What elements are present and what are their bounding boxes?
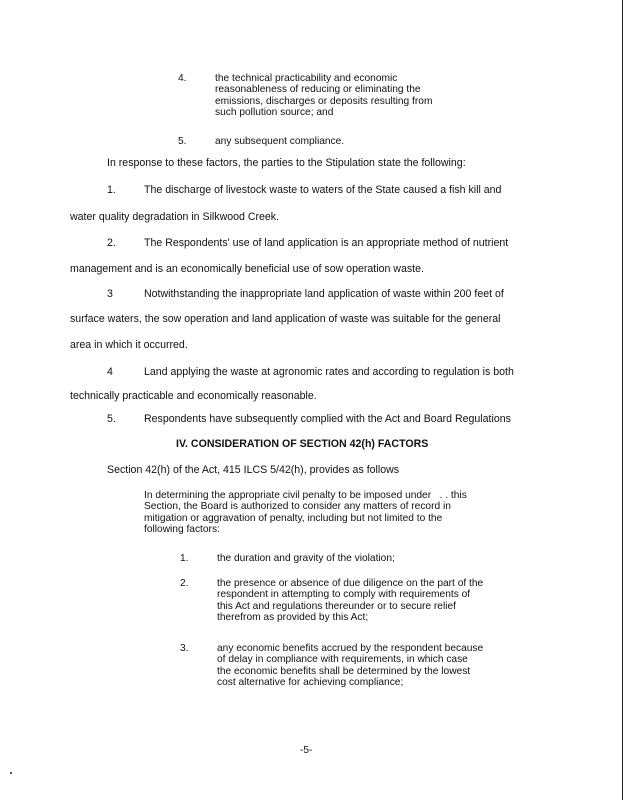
finding-continuation: management and is an economically beneficial use of sow operation waste.: [70, 263, 424, 275]
finding-number: 4: [107, 366, 113, 378]
factor-text: the duration and gravity of the violation;: [217, 553, 395, 564]
intro-paragraph: In response to these factors, the parties to the Stipulation state the following:: [107, 157, 466, 169]
top-list-item-number: 5.: [178, 136, 187, 147]
section-heading: IV. CONSIDERATION OF SECTION 42(h) FACTORS: [176, 438, 429, 450]
finding-first-line: Respondents have subsequently complied with the Act and Board Regulations: [144, 413, 511, 425]
scan-speck: [10, 772, 12, 774]
factor-number: 3.: [180, 643, 189, 654]
finding-first-line: Notwithstanding the inappropriate land application of waste within 200 feet of: [144, 288, 504, 300]
finding-first-line: Land applying the waste at agronomic rates and according to regulation is both: [144, 366, 514, 378]
section-intro: Section 42(h) of the Act, 415 ILCS 5/42(h), provides as follows: [107, 464, 400, 476]
finding-first-line: The Respondents' use of land application is an appropriate method of nutrient: [144, 237, 509, 249]
finding-continuation: surface waters, the sow operation and land application of waste was suitable for the general: [70, 313, 501, 325]
finding-continuation: area in which it occurred.: [70, 339, 188, 351]
factor-text: any economic benefits accrued by the respondent because of delay in compliance with requirements, in which case the economic benefits shall be determined by the lowest cost alternative for achieving compliance;: [217, 643, 484, 689]
top-list-item-text: any subsequent compliance.: [215, 136, 345, 147]
top-list-item-text: the technical practicability and economic reasonableness of reducing or eliminating the emissions, discharges or deposits resulting from such pollution source; and: [215, 73, 433, 119]
factor-number: 1.: [180, 553, 189, 564]
finding-number: 5.: [107, 413, 116, 425]
finding-number: 2.: [107, 237, 116, 249]
finding-continuation: water quality degradation in Silkwood Creek.: [70, 211, 280, 223]
finding-continuation: technically practicable and economically reasonable.: [70, 390, 317, 402]
page-number: -5-: [300, 745, 313, 756]
finding-number: 1.: [107, 184, 116, 196]
statute-quote: In determining the appropriate civil penalty to be imposed under . . this Section, the Board is authorized to consider any matters of record in mitigation or aggravation of penalty, including but not limited to the following factors:: [144, 490, 467, 536]
factor-number: 2.: [180, 578, 189, 589]
finding-first-line: The discharge of livestock waste to waters of the State caused a fish kill and: [144, 184, 502, 196]
scan-edge-line: [622, 0, 623, 800]
factor-text: the presence or absence of due diligence on the part of the respondent in attempting to comply with requirements of this Act and regulations thereunder or to secure relief therefrom as provided by this Act;: [217, 578, 484, 624]
finding-number: 3: [107, 288, 113, 300]
top-list-item-number: 4.: [178, 73, 187, 84]
